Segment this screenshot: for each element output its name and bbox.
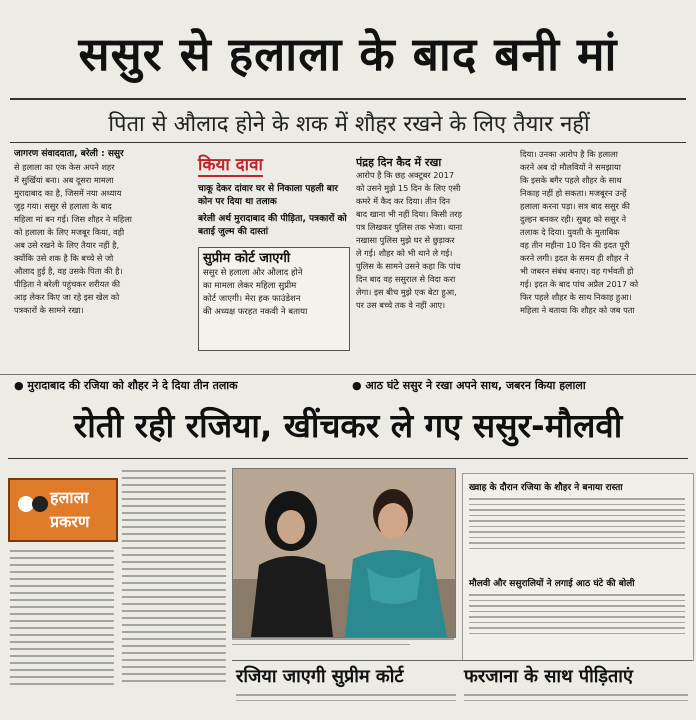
article-line: औलाद हुई है, वह उसके पिता की है। <box>14 266 123 276</box>
bottom-headline-right: फरजाना के साथ पीड़िताएं <box>464 666 633 687</box>
article-line: निकाह नहीं हो सकता। मजबूरन उन्हें <box>520 188 627 198</box>
article-line: दिन बाद वह ससुराल से विदा करा <box>356 274 456 284</box>
article-line: पत्र लिखकर पुलिस तक भेजा। थाना <box>356 222 463 232</box>
article-line: नखासा पुलिस मुझे घर से छुड़ाकर <box>356 235 455 245</box>
info-box-title: सुप्रीम कोर्ट जाएगी <box>203 251 291 266</box>
article-line: में सुर्खियां बना। अब दूसरा मामला <box>14 175 114 185</box>
article-column-1 <box>14 148 192 370</box>
side-story-title: ख्वाह के दौरान रजिया के शौहर ने बनाया रास्ता <box>469 483 623 493</box>
bottom-headline-left: रजिया जाएगी सुप्रीम कोर्ट <box>236 666 404 687</box>
divider <box>10 98 686 100</box>
info-box <box>198 247 350 351</box>
side-story-box <box>462 473 694 661</box>
article-line: कमरे में कैद कर दिया। तीन दिन <box>356 196 451 206</box>
article-text-block <box>464 694 688 705</box>
article-line: पर उस बच्चे तक वे नहीं आए। <box>356 300 446 310</box>
article-line: अब उसे रखने के लिए तैयार नहीं है, <box>14 240 120 250</box>
article-line: कि इसके बगैर पहले शौहर के साथ <box>520 175 622 185</box>
info-box-line: कोर्ट जाएगी। मेरा हक फाउंडेशन <box>203 294 301 304</box>
section-title: पंद्रह दिन कैद में रखा <box>356 156 442 169</box>
article-line: दुल्हन बनकर रही। सुबह को ससुर ने <box>520 214 627 224</box>
article-text-block <box>236 694 456 705</box>
side-story-text <box>469 498 685 553</box>
article-line: आरोप है कि छह अक्टूबर 2017 <box>356 170 455 180</box>
separator-note-right: ● आठ घंटे ससुर ने रखा अपने साथ, जबरन किया हलाला <box>352 379 586 392</box>
article-line: फिर पहले शौहर के साथ निकाह हुआ। <box>520 292 632 302</box>
article-line: भी जबरन संबंध बनाए। वह गर्भवती हो <box>520 266 634 276</box>
byline: जागरण संवाददाता, बरेली : ससुर <box>14 149 124 159</box>
side-story-text <box>469 594 685 638</box>
article-line: लेगा। इस बीच मुझे एक बेटा हुआ, <box>356 287 457 297</box>
article-line: महिला मां बन गई। जिस शौहर ने महिला <box>14 214 132 224</box>
article-line: गई। इदत के बाद पांच अप्रैल 2017 को <box>520 279 639 289</box>
side-story-title-2: मौलवी और ससुरालियों ने लगाई आठ घंटे की बोली <box>469 579 635 589</box>
article-line: मुरादाबाद का है, जिसमें नया अध्याय <box>14 188 122 198</box>
news-photo <box>232 468 456 638</box>
article-line: क्योंकि उसे शक है कि बच्चे से जो <box>14 253 114 263</box>
article-line: हलाला करना पड़ा। सत्र बाद ससुर की <box>520 201 630 211</box>
article-line: पीड़िता ने बरेली पहुंचकर शरीयत की <box>14 279 121 289</box>
bullet-point: चाकू देकर दांवार घर से निकाला पहली बार कोन पर दिया था तलाक <box>198 184 338 207</box>
logo-line-1: हलाला <box>50 488 89 507</box>
info-box-line: की अध्यक्ष फरहत नकवी ने बताया <box>203 307 308 317</box>
divider <box>232 660 692 661</box>
article-line: करने लगी। इदत के समय ही शौहर ने <box>520 253 629 263</box>
article-line: तलाक दे दिया। युवती के मुताबिक <box>520 227 620 237</box>
article-line: दिया। उनका आरोप है कि हलाला <box>520 149 618 159</box>
article-text-block <box>122 470 226 687</box>
article-column-3 <box>356 156 514 370</box>
second-headline: रोती रही रजिया, खींचकर ले गए ससुर-मौलवी <box>73 406 623 445</box>
article-line: महिला ने बताया कि शौहर को जब पता <box>520 305 635 315</box>
info-box-line: ससुर से हलाला और औलाद होने <box>203 268 303 278</box>
people-icon <box>14 490 50 526</box>
article-line: बाद खाना भी नहीं दिया। किसी तरह <box>356 209 462 219</box>
divider <box>0 374 696 375</box>
article-line: को हलाला के लिए मजबूर किया, वही <box>14 227 125 237</box>
article-line: करने अब दो मौलवियों ने समझाया <box>520 162 621 172</box>
info-box-line: का मामला लेकर महिला सुप्रीम <box>203 281 297 291</box>
divider <box>10 142 686 143</box>
article-line: आड़ लेकर किए जा रहे इस खेल को <box>14 292 120 302</box>
article-text-block <box>10 550 114 690</box>
article-line: ले गई। शौहर को भी थाने ले गई। <box>356 248 453 258</box>
sub-headline: पिता से औलाद होने के शक में शौहर रखने के लिए तैयार नहीं <box>108 112 590 137</box>
article-line: पुलिस के सामने उसने कहा कि पांच <box>356 261 461 271</box>
section-title: किया दावा <box>198 152 263 177</box>
article-column-4 <box>520 148 688 370</box>
halala-logo <box>8 478 118 542</box>
bullet-point: बरेली अर्थ मुरादाबाद की पीड़िता, पत्रकारों को बताई जुल्म की दास्तां <box>198 214 347 237</box>
main-headline: ससुर से हलाला के बाद बनी मां <box>78 27 618 81</box>
article-line: पत्रकारों के सामने रखा। <box>14 305 84 315</box>
article-line: जुड़ गया। ससुर से हलाला के बाद <box>14 201 112 211</box>
article-line: को उसने मुझे 15 दिन के लिए एसी <box>356 183 461 193</box>
photo-illustration <box>233 469 455 637</box>
article-line: वह तीन महीना 10 दिन की इदत पूरी <box>520 240 630 250</box>
separator-note-left: ● मुरादाबाद की रजिया को शौहर ने दे दिया तीन तलाक <box>14 379 238 392</box>
article-column-2 <box>198 152 350 372</box>
divider <box>8 458 688 459</box>
article-line: से हलाला का एक केस अपने शहर <box>14 162 115 172</box>
photo-caption <box>232 638 454 649</box>
logo-line-2: प्रकरण <box>50 512 90 531</box>
